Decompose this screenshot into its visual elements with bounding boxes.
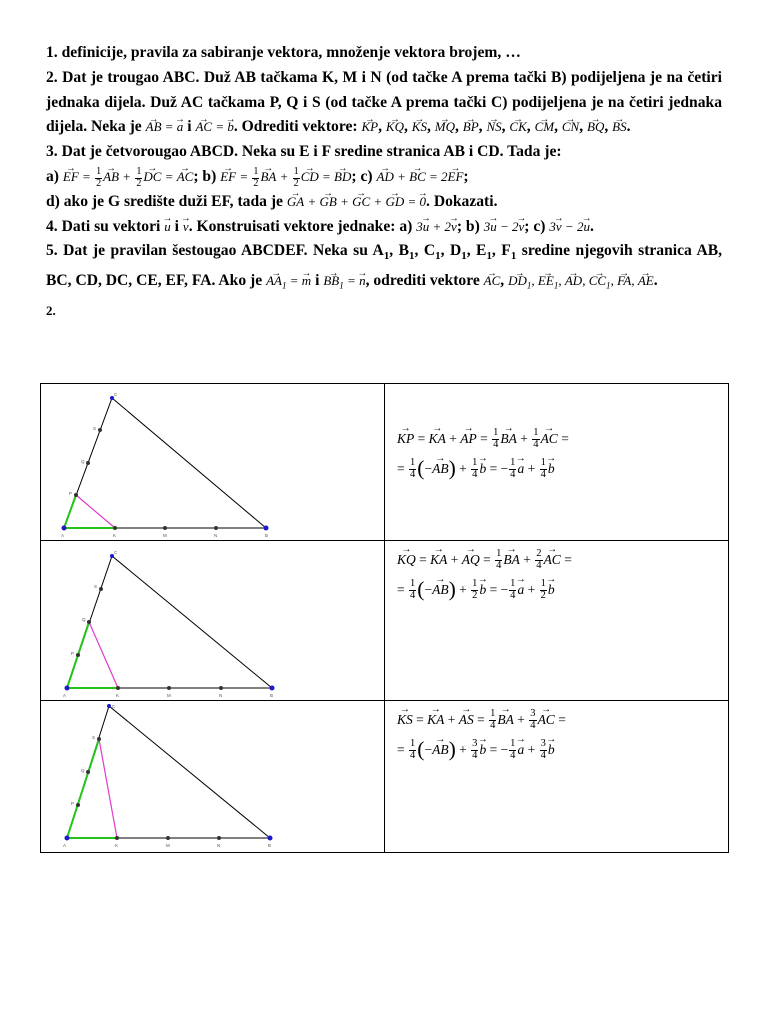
point-label-s: S <box>92 735 96 740</box>
problem-text <box>46 41 722 323</box>
point-label-p: P <box>71 801 75 806</box>
point-label-a: A <box>63 693 67 698</box>
point-label-n: N <box>219 693 223 698</box>
figure-cell-3 <box>40 700 385 853</box>
problem-4: 4. Dati su vektori → u i → v. Konstruisati vektore jednake: a) 3→ u + 2→ v; b) 3→ u − 2→ v; c) 3→ v − 2→ u. <box>46 215 722 240</box>
point-label-b: B <box>270 693 274 698</box>
point-label-b: B <box>265 533 269 538</box>
point-label-k: K <box>113 533 117 538</box>
problem-3: 3. Dat je četvorougao ABCD. Neka su E i F sredine stranica AB i CD. Tada je: a) → EF = $\frac{1}{2}$ → AB + $\frac{1}{2}$ → DC = → AC; b) → EF = $\frac{1}{2}$ → BA + $\frac{1}{2}$ → CD = → BD; c) → AD + → BC = 2→ EF; d) ako je G središte duži EF, tada je → GA + → GB + → GC + → GD = → 0. Dokazati. <box>46 140 722 214</box>
point-label-c: C <box>112 704 116 709</box>
point-label-q: Q <box>82 617 86 622</box>
point-label-n: N <box>214 533 218 538</box>
figure-cell-2 <box>40 540 385 701</box>
point-label-a: A <box>61 533 65 538</box>
point-label-b: B <box>268 843 272 848</box>
point-label-n: N <box>217 843 221 848</box>
point-label-m: M <box>166 843 170 848</box>
figure-cell-1 <box>40 383 385 541</box>
section-label: 2. <box>46 302 56 318</box>
point-label-s: S <box>94 584 98 589</box>
equation-kq: → KQ = → KA + → AQ = $\frac{1}{4}$ → BA + $\frac{2}{4}$ → AC = = $\frac{1}{4}$ ( − → AB ) + $\frac{1}{2}$ → b = − $\frac{1}{4}$ → a + $\frac{1}{2}$ → b <box>397 545 572 605</box>
point-label-c: C <box>114 550 118 555</box>
triangle-figure-ks <box>41 701 386 854</box>
solution-table <box>40 383 729 853</box>
point-label-p: P <box>71 651 75 656</box>
point-label-c: C <box>114 392 118 397</box>
point-label-q: Q <box>81 459 85 464</box>
solution-cell-ks <box>384 700 729 853</box>
point-label-q: Q <box>81 768 85 773</box>
equation-kp: → KP = → KA + → AP = $\frac{1}{4}$ → BA + $\frac{1}{4}$ → AC = = $\frac{1}{4}$ ( − → AB ) + $\frac{1}{4}$ → b = − $\frac{1}{4}$ → a + $\frac{1}{4}$ → b <box>397 424 569 484</box>
point-label-p: P <box>69 491 73 496</box>
problem-2: 2. Dat je trougao ABC. Duž AB tačkama K, M i N (od tačke A prema tački B) podijeljena je na četiri jednaka dijela. Duž AC tačkama P, Q i S (od tačke A prema tački C) podijeljena je na četiri jednaka dijela. Neka je → AB = → a i → AC = → b. Odrediti vektore: → KP, → KQ, → KS, → MQ, → BP, → NS, → CK, → CM, → CN, → BQ, → BS. <box>46 66 722 140</box>
triangle-figure-kp <box>41 384 386 542</box>
problem-5: 5. Dat je pravilan šestougao ABCDEF. Neka su $A_1$, $B_1$, $C_1$, $D_1$, $E_1$, $F_1$ sredine njegovih stranica AB, BC, CD, DC, CE, EF, FA. Ako je → $AA_1$ = → m $i \to BB_1$ = → n, odrediti vektore → AC, → $DD_1$, → $EE_1$, → AD, → $CC_1$, → FA, → AE. <box>46 239 722 298</box>
point-label-m: M <box>167 693 171 698</box>
solution-cell-kq <box>384 540 729 701</box>
point-label-k: K <box>115 843 119 848</box>
solution-cell-kp <box>384 383 729 541</box>
point-label-a: A <box>63 843 67 848</box>
point-label-s: S <box>93 426 97 431</box>
point-label-m: M <box>163 533 167 538</box>
triangle-figure-kq <box>41 541 386 702</box>
point-label-k: K <box>116 693 120 698</box>
problem-1: 1. definicije, pravila za sabiranje vektora, množenje vektora brojem, … <box>46 44 521 61</box>
equation-ks: → KS = → KA + → AS = $\frac{1}{4}$ → BA + $\frac{3}{4}$ → AC = = $\frac{1}{4}$ ( − → AB ) + $\frac{3}{4}$ → b = − $\frac{1}{4}$ → a + $\frac{3}{4}$ → b <box>397 705 566 765</box>
